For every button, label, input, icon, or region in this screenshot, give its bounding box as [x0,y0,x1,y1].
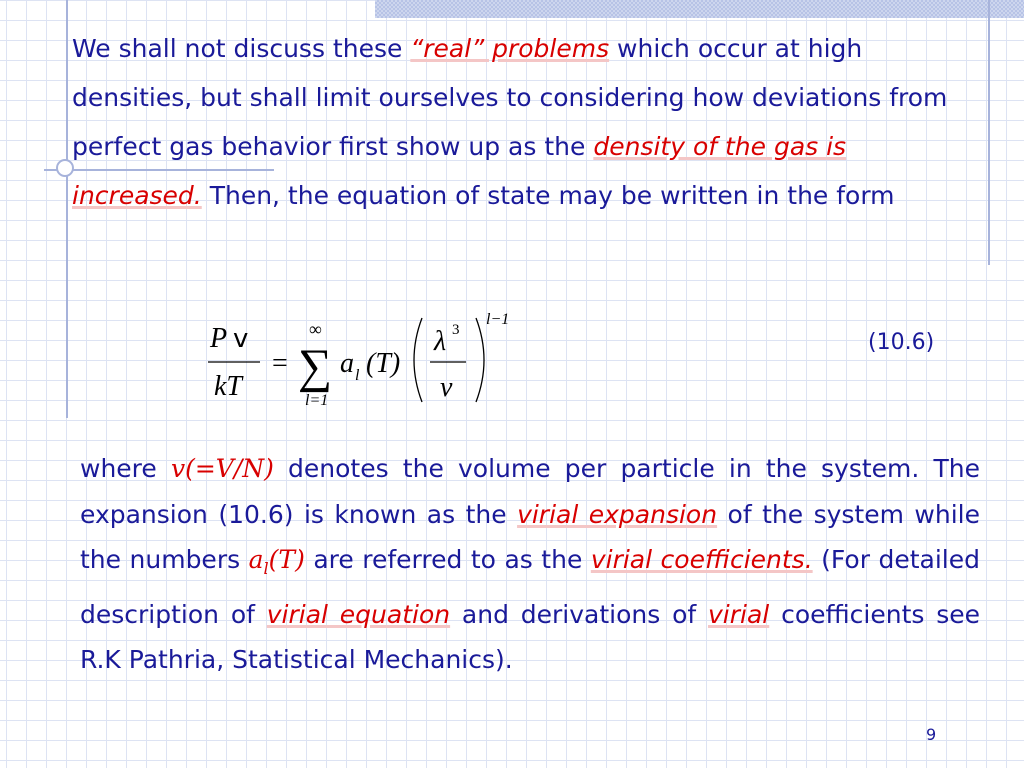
highlight-real-problems: “real” problems [410,34,610,63]
coef-argument: (T) [366,348,401,379]
math-a: a [248,545,264,574]
sum-upper-limit: ∞ [309,319,322,339]
coef-a: a [340,348,354,379]
intro-paragraph [72,24,972,220]
right-paren [476,318,484,402]
highlight-virial-expansion: virial expansion [517,499,718,529]
expl-text-4: are referred to as the [304,545,591,574]
highlight-density-increased: density of the gas is increased. [72,132,847,210]
inner-v: v [440,372,453,403]
expl-text-5: (For detailed description of [80,545,980,629]
inner-lambda-exp: 3 [452,322,460,338]
coef-subscript: l [355,367,360,384]
math-l-subscript: l [263,559,269,578]
highlight-virial-coefficients: virial coefficients. [590,545,813,574]
explanation-paragraph [80,446,980,683]
expl-text-3: of the system while the numbers [80,499,980,574]
outer-exponent: l−1 [486,311,510,328]
page-number: 9 [926,725,937,744]
right-vertical-rule [988,0,990,265]
equation-svg [200,310,530,420]
lhs-P: P [210,323,228,354]
intro-text-3: Then, the equation of state may be written in the form [201,181,895,210]
sum-sign: ∑ [298,340,333,393]
inner-lambda: λ [434,326,447,357]
left-vertical-rule [66,0,68,418]
math-T-arg: (T) [268,545,305,574]
equation-number: (10.6) [868,330,935,355]
expl-text-6: and derivations of [450,599,709,629]
highlight-virial: virial [708,599,770,629]
intro-text-2: which occur at high densities, but shall limit ourselves to considering how deviations from perfect gas behavior first show up as the [72,34,948,161]
left-paren [414,318,422,402]
sum-lower-limit: l=1 [305,392,329,409]
expl-text-1: where [80,454,171,483]
lhs-v: v [233,324,249,354]
math-v-volume: v(=V/N) [170,454,274,483]
equals-sign: = [272,348,288,379]
expl-text-2: denotes the volume per particle in the system. The expansion (10.6) is known as the [80,454,980,529]
math-al-T [248,545,305,578]
intro-text-1: We shall not discuss these [72,34,411,63]
highlight-virial-equation: virial equation [266,599,451,629]
expl-text-7: coefficients see R.K Pathria, Statistical Mechanics). [80,599,981,674]
lhs-kT: kT [214,371,242,402]
top-decorative-bar [375,0,1024,18]
virial-equation [200,310,530,420]
